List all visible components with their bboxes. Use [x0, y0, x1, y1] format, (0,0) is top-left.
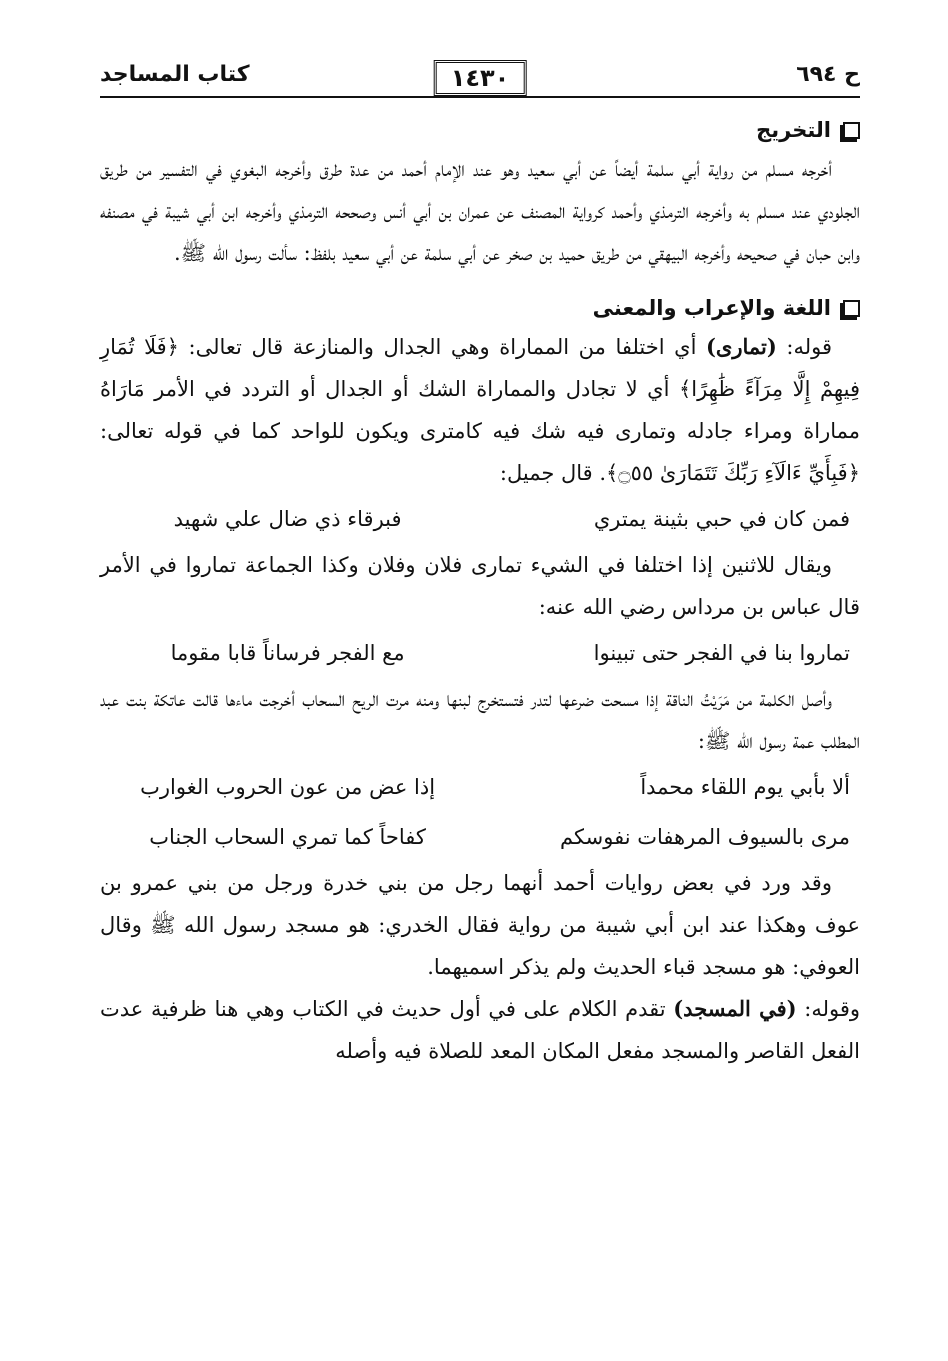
section-heading-language — [100, 290, 860, 326]
verse-hemistich: إذا عض من عون الحروب الغوارب — [140, 775, 436, 799]
verse-hemistich: تماروا بنا في الفجر حتى تبينوا — [593, 641, 850, 665]
verse-hemistich: مع الفجر فرساناً قابا مقوما — [170, 641, 405, 665]
paragraph: وقوله: (في المسجد) تقدم الكلام على في أول حديث في الكتاب وهي هنا ظرفية عدت الفعل القاصر والمسجد مفعل المكان المعد للصلاة فيه وأصله — [100, 996, 861, 1063]
poetry-verse — [100, 812, 860, 862]
verse-hemistich: فمن كان في حبي بثينة يمتري — [593, 507, 850, 531]
verse-hemistich: كفاحاً كما تمري السحاب الجناب — [149, 825, 426, 849]
term: (تمارى) — [705, 334, 777, 359]
hadith-number: ح ٦٩٤ — [796, 61, 860, 87]
paragraph: ويقال للاثنين إذا اختلفا في الشيء تمارى فلان وفلان وكذا الجماعة تماروا في الأمر قال عباس بن مرداس رضي الله عنه: — [100, 553, 860, 619]
term: (في المسجد) — [673, 996, 797, 1021]
paragraph: وأصل الكلمة من مَرَيْتُ الناقة إذا مسحت ضرعها لتدر فتستخرج لبنها ومنه مرت الريح السحاب أخرجت ماءها قالت عاتكة بنت عبد المطلب عمة رسول الله ﷺ: — [100, 687, 860, 753]
verse-hemistich: مرى بالسيوف المرهفات نفوسكم — [560, 825, 850, 849]
book-page — [100, 52, 860, 1072]
checkbox-square-icon — [843, 122, 860, 139]
running-header — [100, 52, 860, 98]
section-title: اللغة والإعراب والمعنى — [592, 296, 831, 320]
paragraph: وقد ورد في بعض روايات أحمد أنهما رجل من بني خدرة ورجل من بني عمرو بن عوف وهكذا عند ابن أبي شيبة من رواية فقال الخدري: هو مسجد رسول الله ﷺ وقال العوفي: هو مسجد قباء الحديث ولم يذكر اسميهما. — [100, 871, 860, 979]
book-title: كتاب المساجد — [100, 61, 250, 87]
section-title: التخريج — [756, 118, 831, 142]
section-heading-takhrij — [100, 112, 860, 148]
poetry-verse — [100, 762, 860, 812]
paragraph: قوله: (تمارى) أي اختلفا من المماراة وهي الجدال والمنازعة قال تعالى: ﴿فَلَا تُمَارِ فِيهِمْ إِلَّا مِرَآءً ظَٰهِرًا﴾ أي لا تجادل والمماراة الشك أو الجدال أو التردد في الأمر مَارَاهُ مماراة ومراء جادله وتمارى فيه شك فيه كامترى ويكون للواحد كما في قوله تعالى: ﴿فَبِأَيِّ ءَالَآءِ رَبِّكَ تَتَمَارَىٰ ۝٥٥﴾. قال جميل: — [100, 334, 860, 485]
verse-hemistich: ألا بأبي يوم اللقاء محمداً — [640, 775, 850, 799]
poetry-verse — [100, 628, 860, 678]
verse-hemistich: فبرقاء ذي ضال علي شهيد — [173, 507, 402, 531]
paragraph: أخرجه مسلم من رواية أبي سلمة أيضاً عن أبي سعيد وهو عند الإمام أحمد من عدة طرق وأخرجه البغوي في التفسير من طريق الجلودي عند مسلم به وأخرجه الترمذي وأحمد كرواية المصنف عن عمران بن أبي أنس وصححه الترمذي وأخرجه ابن أبي شيبة في مصنفه وابن حبان في صحيحه وأخرجه البيهقي من طريق حميد بن صخر عن أبي سلمة عن أبي سعيد بلفظ: سألت رسول الله ﷺ. — [100, 157, 860, 265]
checkbox-square-icon — [843, 300, 860, 317]
page-number: ١٤٣٠ — [434, 60, 527, 96]
poetry-verse — [100, 494, 860, 544]
